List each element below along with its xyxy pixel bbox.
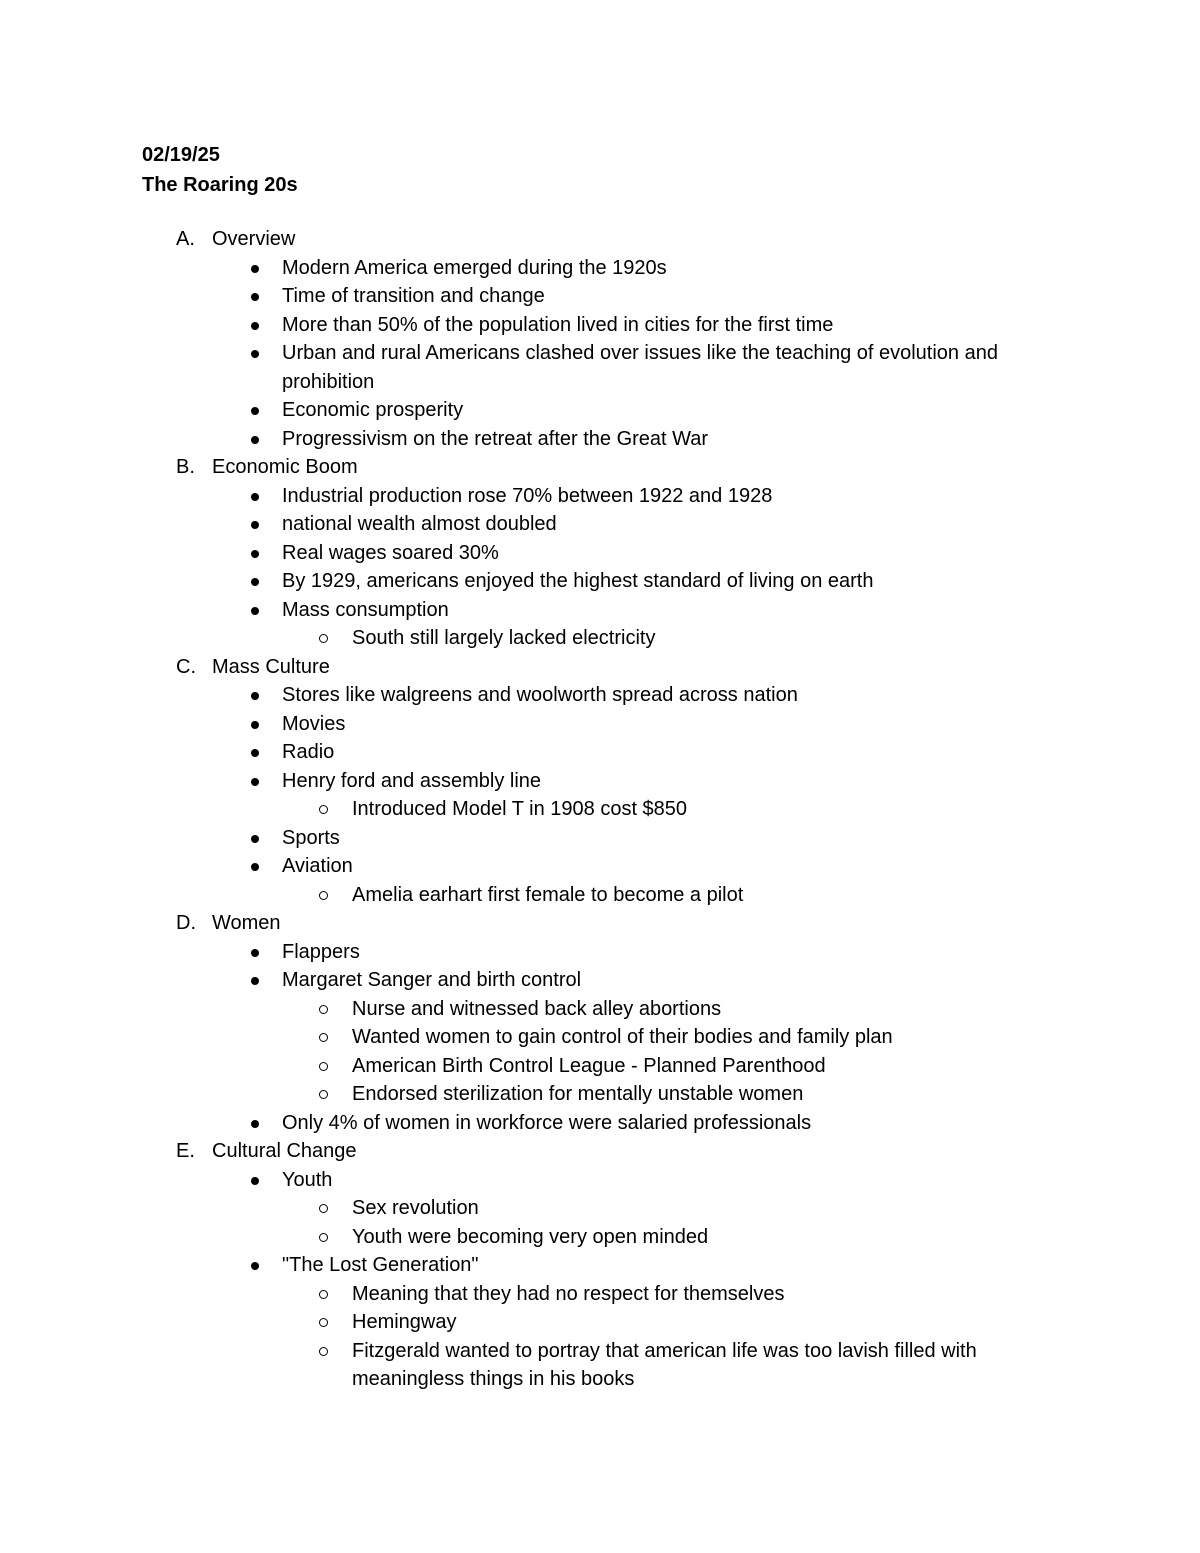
bullet-circle-icon: [319, 1290, 328, 1299]
bullet-dot-icon: [251, 493, 259, 501]
bullet-item: [0, 824, 1200, 853]
bullet-item: [0, 938, 1200, 967]
section-heading: Cultural Change: [212, 1140, 357, 1162]
bullet-text: national wealth almost doubled: [282, 513, 557, 535]
section-marker: C.: [176, 655, 196, 678]
bullet-item: [0, 311, 1200, 340]
bullet-text: Time of transition and change: [282, 285, 545, 307]
bullet-item: [0, 738, 1200, 767]
bullet-text: Youth: [282, 1168, 333, 1191]
bullet-dot-icon: [251, 977, 259, 985]
section-heading: Mass Culture: [212, 655, 330, 678]
sub-bullet-item: [0, 1080, 1200, 1109]
sub-bullet-text: Endorsed sterilization for mentally unstable women: [352, 1083, 804, 1105]
section-marker: A.: [176, 228, 195, 250]
bullet-item: [0, 681, 1200, 710]
bullet-item: [0, 282, 1200, 311]
bullet-text: Movies: [282, 712, 346, 735]
sub-bullet-item: [0, 1308, 1200, 1337]
sub-bullet-item: [0, 1023, 1200, 1052]
bullet-text: By 1929, americans enjoyed the highest standard of living on earth: [282, 570, 874, 592]
section-marker: D.: [176, 912, 196, 934]
bullet-item: [0, 966, 1200, 995]
bullet-text: Progressivism on the retreat after the Great War: [282, 427, 709, 450]
sub-bullet-text: Youth were becoming very open minded: [352, 1225, 709, 1248]
bullet-text: Flappers: [282, 940, 360, 963]
bullet-dot-icon: [251, 350, 259, 358]
outline-section: [0, 909, 1200, 938]
bullet-item: [0, 567, 1200, 596]
bullet-item: [0, 852, 1200, 881]
bullet-circle-icon: [319, 1062, 328, 1071]
bullet-dot-icon: [251, 322, 259, 330]
bullet-dot-icon: [251, 835, 259, 843]
bullet-dot-icon: [251, 293, 259, 301]
bullet-circle-icon: [319, 1318, 328, 1327]
bullet-dot-icon: [251, 265, 259, 273]
bullet-dot-icon: [251, 749, 259, 757]
bullet-item: [0, 710, 1200, 739]
section-heading: Economic Boom: [212, 456, 358, 478]
bullet-text: Sports: [282, 826, 340, 849]
bullet-dot-icon: [251, 692, 259, 700]
bullet-item: [0, 539, 1200, 568]
bullet-item: [0, 1251, 1200, 1280]
bullet-dot-icon: [251, 863, 259, 871]
bullet-dot-icon: [251, 721, 259, 729]
bullet-text: Henry ford and assembly line: [282, 769, 542, 792]
sub-bullet-text: Wanted women to gain control of their bodies and family plan: [352, 1026, 893, 1048]
bullet-dot-icon: [251, 550, 259, 558]
sub-bullet-text: Amelia earhart first female to become a pilot: [352, 883, 744, 906]
section-marker: B.: [176, 456, 195, 478]
bullet-dot-icon: [251, 1177, 259, 1185]
outline-section: [0, 225, 1200, 254]
notes-header: [142, 140, 298, 200]
bullet-circle-icon: [319, 805, 328, 814]
bullet-dot-icon: [251, 1262, 259, 1270]
section-marker: E.: [176, 1140, 195, 1162]
sub-bullet-item: [0, 624, 1200, 653]
sub-bullet-text: American Birth Control League - Planned Parenthood: [352, 1054, 826, 1077]
bullet-text: Urban and rural Americans clashed over issues like the teaching of evolution and prohibition: [282, 342, 998, 393]
bullet-item: [0, 396, 1200, 425]
bullet-circle-icon: [319, 1347, 328, 1356]
sub-bullet-text: Meaning that they had no respect for themselves: [352, 1282, 785, 1305]
bullet-circle-icon: [319, 1090, 328, 1099]
bullet-text: Stores like walgreens and woolworth spread across nation: [282, 684, 798, 706]
bullet-text: Mass consumption: [282, 598, 449, 621]
bullet-text: Margaret Sanger and birth control: [282, 969, 582, 991]
bullet-text: Industrial production rose 70% between 1922 and 1928: [282, 484, 773, 507]
sub-bullet-text: South still largely lacked electricity: [352, 627, 656, 649]
sub-bullet-item: [0, 1280, 1200, 1309]
bullet-item: [0, 510, 1200, 539]
bullet-circle-icon: [319, 1233, 328, 1242]
notes-outline: [0, 225, 1200, 1394]
bullet-dot-icon: [251, 607, 259, 615]
sub-bullet-text: Hemingway: [352, 1311, 457, 1333]
outline-section: [0, 653, 1200, 682]
bullet-dot-icon: [251, 436, 259, 444]
section-heading: Women: [212, 912, 281, 934]
sub-bullet-item: [0, 1223, 1200, 1252]
bullet-circle-icon: [319, 1005, 328, 1014]
bullet-item: [0, 596, 1200, 625]
outline-section: [0, 1137, 1200, 1166]
sub-bullet-text: Sex revolution: [352, 1197, 479, 1219]
bullet-text: Aviation: [282, 855, 353, 877]
bullet-item: [0, 482, 1200, 511]
bullet-item: [0, 1109, 1200, 1138]
bullet-dot-icon: [251, 949, 259, 957]
sub-bullet-text: Fitzgerald wanted to portray that american life was too lavish filled with meaningless things in his books: [352, 1339, 977, 1390]
bullet-text: Economic prosperity: [282, 399, 464, 421]
bullet-item: [0, 339, 1200, 396]
bullet-dot-icon: [251, 778, 259, 786]
sub-bullet-text: Introduced Model T in 1908 cost $850: [352, 798, 688, 820]
bullet-circle-icon: [319, 1033, 328, 1042]
bullet-circle-icon: [319, 634, 328, 643]
bullet-dot-icon: [251, 521, 259, 529]
bullet-dot-icon: [251, 578, 259, 586]
sub-bullet-item: [0, 995, 1200, 1024]
bullet-text: Only 4% of women in workforce were salaried professionals: [282, 1111, 812, 1134]
note-date: 02/19/25: [142, 144, 220, 166]
sub-bullet-item: [0, 1337, 1200, 1394]
sub-bullet-text: Nurse and witnessed back alley abortions: [352, 997, 722, 1020]
sub-bullet-item: [0, 1052, 1200, 1081]
bullet-dot-icon: [251, 1120, 259, 1128]
bullet-circle-icon: [319, 1204, 328, 1213]
bullet-item: [0, 767, 1200, 796]
bullet-item: [0, 254, 1200, 283]
bullet-item: [0, 1166, 1200, 1195]
bullet-text: "The Lost Generation": [282, 1254, 479, 1276]
sub-bullet-item: [0, 881, 1200, 910]
outline-section: [0, 453, 1200, 482]
bullet-dot-icon: [251, 407, 259, 415]
bullet-text: More than 50% of the population lived in cities for the first time: [282, 313, 834, 336]
bullet-text: Real wages soared 30%: [282, 541, 499, 564]
note-title: The Roaring 20s: [142, 174, 298, 196]
bullet-text: Radio: [282, 741, 335, 763]
sub-bullet-item: [0, 795, 1200, 824]
bullet-text: Modern America emerged during the 1920s: [282, 256, 667, 279]
bullet-circle-icon: [319, 891, 328, 900]
sub-bullet-item: [0, 1194, 1200, 1223]
section-heading: Overview: [212, 228, 296, 250]
bullet-item: [0, 425, 1200, 454]
